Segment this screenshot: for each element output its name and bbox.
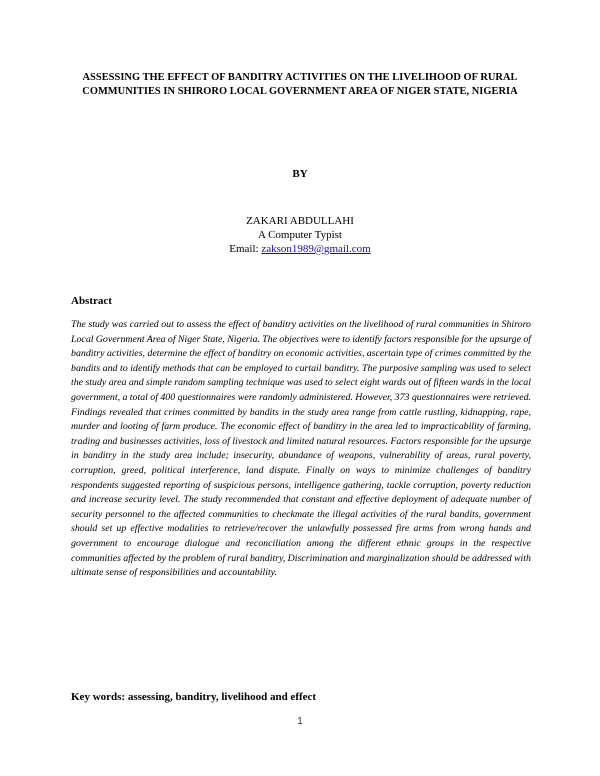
keywords: Key words: assessing, banditry, livelihood and effect xyxy=(71,691,317,703)
paper-title: ASSESSING THE EFFECT OF BANDITRY ACTIVITIES ON THE LIVELIHOOD OF RURAL COMMUNITIES IN SHIRORO LOCAL GOVERNMENT AREA OF NIGER STATE, NIGERIA xyxy=(82,72,518,97)
email-link[interactable]: zakson1989@gmail.com xyxy=(261,243,371,255)
author-email-line xyxy=(0,242,600,256)
by-label: BY xyxy=(292,168,308,180)
page-number: 1 xyxy=(297,716,303,727)
abstract-heading: Abstract xyxy=(71,295,112,307)
author-role: A Computer Typist xyxy=(258,229,342,241)
author-block xyxy=(0,214,600,256)
abstract-body: The study was carried out to assess the effect of banditry activities on the livelihood of rural communities in Shiroro Local Government Area of Niger State, Nigeria. The objectives were to identify factors responsible for the upsurge of banditry activities, determine the effect of banditry on economic activities, ascertain type of crimes committed by the bandits and to identify methods that can be employed to curtail banditry. The purposive sampling was used to select the study area and simple random sampling technique was used to select eight wards out of fifteen wards in the local government, a total of 400 questionnaires were randomly administered. However, 373 questionnaires were retrieved. Findings revealed that crimes committed by bandits in the study area range from cattle rustling, kidnapping, rape, murder and looting of farm produce. The economic effect of banditry in the area led to impracticability of farming, trading and businesses activities, loss of livestock and limited natural resources. Factors responsible for the upsurge in banditry in the study area include; insecurity, abundance of weapons, vulnerability of areas, rural poverty, corruption, greed, political interference, land dispute. Finally on ways to minimize challenges of banditry respondents suggested reporting of suspicious persons, intelligence gathering, tackle corruption, poverty reduction and increase security level. The study recommended that constant and effective deployment of adequate number of security personnel to the affected communities to checkmate the illegal activities of the rural bandits, government should set up effective modalities to retrieve/recover the unlawfully possessed fire arms from wrong hands and government to encourage dialogue and reconciliation among the different ethnic groups in the respective communities affected by the problem of rural banditry, Discrimination and marginalization should be addressed with ultimate sense of responsibilities and accountability. xyxy=(71,319,531,579)
email-label: Email: xyxy=(229,243,262,255)
author-name: ZAKARI ABDULLAHI xyxy=(246,215,354,227)
